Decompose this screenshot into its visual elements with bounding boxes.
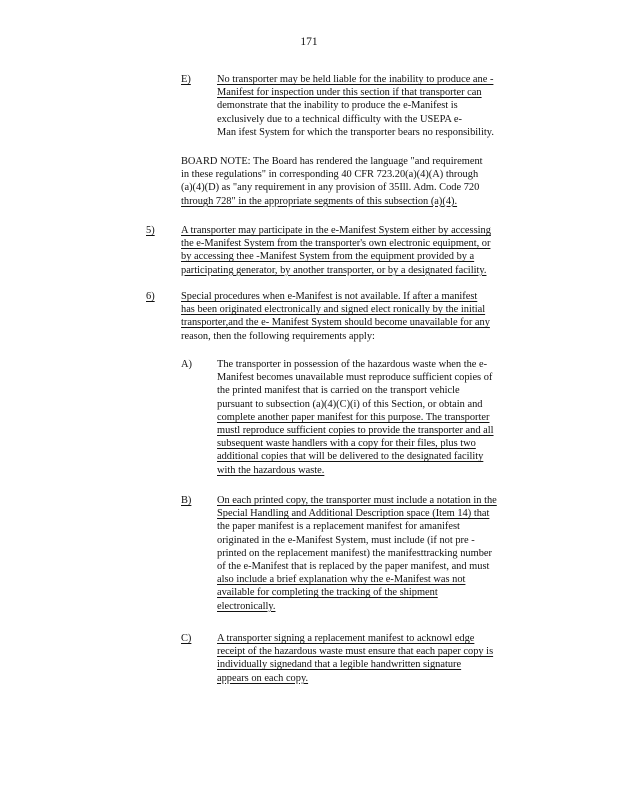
item-6b-line: the paper manifest is a replacement manifest for amanifest bbox=[217, 521, 460, 533]
item-6-line: Special procedures when e-Manifest is not available. If after a manifest bbox=[181, 291, 478, 302]
board-note-line: (a)(4)(D) as "any requirement in any provision of 35Ill. Adm. Code 720 bbox=[181, 182, 480, 194]
item-6c-line: receipt of the hazardous waste must ensure that each paper copy is bbox=[217, 646, 494, 658]
item-6b-line: originated in the e-Manifest System, must include (if not pre - bbox=[217, 534, 475, 546]
item-5-line: the e-Manifest System from the transporter's own electronic equipment, or bbox=[181, 238, 491, 250]
item-6c-line: A transporter signing a replacement manifest to acknowl edge bbox=[217, 633, 475, 644]
board-note-line: BOARD NOTE: The Board has rendered the language "and requirement bbox=[181, 156, 483, 167]
item-6b-line: printed on the replacement manifest) the manifesttracking number bbox=[217, 547, 492, 559]
item-e-marker: E) bbox=[181, 74, 191, 85]
item-6-text bbox=[181, 290, 541, 343]
item-6b-marker: B) bbox=[181, 495, 192, 506]
item-6-marker: 6) bbox=[146, 291, 155, 302]
page-number: 171 bbox=[300, 36, 318, 48]
item-5-line: by accessing thee -Manifest System from the equipment provided by a bbox=[181, 251, 475, 263]
item-6-line: reason, then the following requirements apply: bbox=[181, 330, 375, 342]
item-6b-line: also include a brief explanation why the e-Manifest was not bbox=[217, 574, 466, 586]
item-5-line: A transporter may participate in the e-Manifest System either by accessing bbox=[181, 225, 491, 236]
item-6-line: has been originated electronically and signed elect ronically by the initial bbox=[181, 304, 486, 316]
board-note-line: through 728" in the appropriate segments of this subsection (a)(4). bbox=[181, 195, 458, 207]
item-6a-line: Manifest becomes unavailable must reproduce sufficient copies of bbox=[217, 372, 493, 384]
item-6b-line: On each printed copy, the transporter must include a notation in the bbox=[217, 495, 497, 506]
item-6c-line: individually signedand that a legible handwritten signature bbox=[217, 659, 462, 671]
item-6b-line: Special Handling and Additional Description space (Item 14) that bbox=[217, 508, 490, 520]
item-e-line: No transporter may be held liable for the inability to produce ane - bbox=[217, 74, 494, 85]
item-6b-text bbox=[217, 494, 539, 613]
item-e-line: exclusively due to a technical difficulty with the USEPA e- bbox=[217, 113, 462, 125]
item-e-text bbox=[217, 73, 537, 139]
item-5-text bbox=[181, 224, 541, 277]
item-5-marker: 5) bbox=[146, 225, 155, 236]
board-note bbox=[181, 155, 523, 208]
item-6a-text bbox=[217, 358, 539, 477]
item-6a-line: mustl reproduce sufficient copies to provide the transporter and all bbox=[217, 425, 494, 437]
item-e-line: Manifest for inspection under this section if that transporter can bbox=[217, 87, 482, 99]
item-6c-text bbox=[217, 632, 539, 685]
item-6c-line: appears on each copy. bbox=[217, 672, 309, 684]
item-6a-line: the printed manifest that is carried on the transport vehicle bbox=[217, 385, 460, 397]
item-6a-line: subsequent waste handlers with a copy for their files, plus two bbox=[217, 438, 476, 450]
item-e-line: demonstrate that the inability to produce the e-Manifest is bbox=[217, 100, 458, 112]
item-6b-line: of the e-Manifest that is replaced by the paper manifest, and must bbox=[217, 561, 490, 573]
item-6a-line: with the hazardous waste. bbox=[217, 464, 325, 476]
item-6-line: transporter,and the e- Manifest System should become unavailable for any bbox=[181, 317, 490, 329]
item-6b-line: electronically. bbox=[217, 600, 276, 612]
item-6a-marker: A) bbox=[181, 359, 192, 370]
item-e-line: Man ifest System for which the transporter bears no responsibility. bbox=[217, 126, 494, 138]
item-6a-line: The transporter in possession of the hazardous waste when the e- bbox=[217, 359, 488, 370]
item-6b-line: available for completing the tracking of the shipment bbox=[217, 587, 438, 599]
item-6a-line: additional copies that will be delivered to the designated facility bbox=[217, 451, 484, 463]
item-6a-line: pursuant to subsection (a)(4)(C)(i) of this Section, or obtain and bbox=[217, 398, 483, 410]
item-6a-line: complete another paper manifest for this purpose. The transporter bbox=[217, 411, 490, 423]
item-6c-marker: C) bbox=[181, 633, 192, 644]
item-5-line: participating generator, by another transporter, or by a designated facility. bbox=[181, 264, 487, 276]
board-note-line: in these regulations" in corresponding 40 CFR 723.20(a)(4)(A) through bbox=[181, 169, 479, 181]
